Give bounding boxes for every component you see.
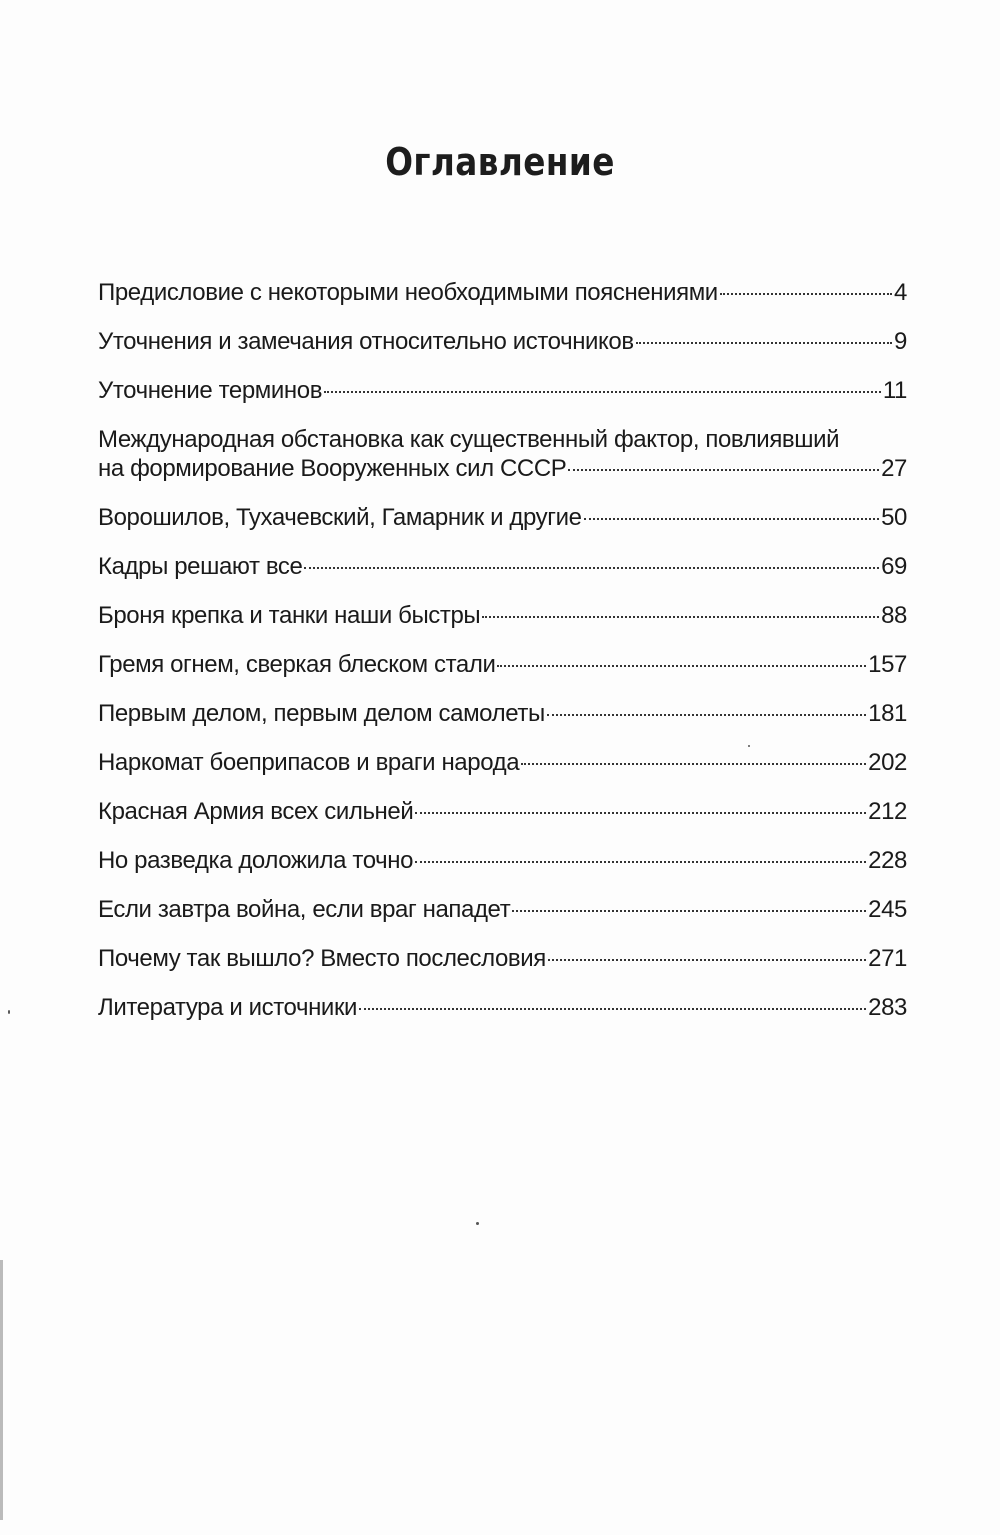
toc-entry-page: 69 (881, 553, 907, 580)
toc-entry-page: 11 (882, 377, 907, 404)
toc-entry-page: 157 (868, 651, 907, 678)
dot-leader (482, 616, 879, 618)
dot-leader (415, 812, 866, 814)
dot-leader (521, 763, 866, 765)
toc-entry-page: 4 (894, 279, 907, 306)
dot-leader (512, 910, 866, 912)
toc-entry-page: 181 (868, 700, 907, 727)
toc-entry-title: Гремя огнем, сверкая блеском стали (98, 651, 496, 678)
dot-leader (415, 861, 866, 863)
toc-entry (98, 650, 907, 679)
toc-entry-page: 9 (894, 328, 907, 355)
toc-entry-title: Если завтра война, если враг нападет (98, 896, 511, 923)
toc-entry-title: Первым делом, первым делом самолеты (98, 700, 545, 727)
toc-entry-page: 245 (868, 896, 907, 923)
toc-entry-page: 50 (881, 504, 907, 531)
toc-entry (98, 425, 907, 483)
toc-entry (98, 278, 907, 307)
toc-entry-page: 27 (881, 455, 907, 482)
dot-leader (548, 959, 866, 961)
toc-entry-title: Уточнение терминов (98, 377, 323, 404)
toc-entry-title: Почему так вышло? Вместо послесловия (98, 945, 546, 972)
toc-entry (98, 895, 907, 924)
dot-leader (720, 293, 892, 295)
toc-entry-title: Кадры решают все (98, 553, 303, 580)
toc-entry-title-line2: на формирование Вооруженных сил СССР (98, 455, 567, 482)
toc-entry (98, 944, 907, 973)
toc-entry-title: Наркомат боеприпасов и враги народа (98, 749, 520, 776)
toc-entry-page: 212 (868, 798, 907, 825)
toc-entry-title: Предисловие с некоторыми необходимыми пояснениями (98, 279, 718, 306)
toc-entry-page: 88 (881, 602, 907, 629)
page-title: Оглавление (385, 140, 615, 184)
toc-entry (98, 993, 907, 1022)
toc-entry-page: 228 (868, 847, 907, 874)
toc-entry (98, 748, 907, 777)
toc-entry-title-block (98, 425, 907, 483)
dot-leader (497, 665, 866, 667)
toc-entry (98, 327, 907, 356)
dot-leader (324, 391, 881, 393)
toc-entry-title-line1: Международная обстановка как существенный фактор, повлиявший (98, 426, 840, 453)
dot-leader (359, 1008, 866, 1010)
toc-entry (98, 503, 907, 532)
dot-leader (584, 518, 880, 520)
toc-entry (98, 552, 907, 581)
toc-entry-title: Уточнения и замечания относительно источников (98, 328, 634, 355)
toc-entry-title: Броня крепка и танки наши быстры (98, 602, 481, 629)
toc-entry-page: 271 (868, 945, 907, 972)
dot-leader (304, 567, 879, 569)
dot-leader (547, 714, 866, 716)
toc-entry-page: 202 (868, 749, 907, 776)
dot-leader (568, 469, 879, 471)
scan-edge-shadow (0, 1260, 3, 1520)
dot-leader (636, 342, 892, 344)
toc-entry-title: Литература и источники (98, 994, 358, 1021)
toc-entry-title-line2-row (98, 454, 907, 483)
toc-entry (98, 846, 907, 875)
toc-entry (98, 699, 907, 728)
toc-entry-title: Красная Армия всех сильней (98, 798, 414, 825)
toc-entry-page: 283 (868, 994, 907, 1021)
scan-speck (748, 745, 750, 747)
toc-entry (98, 376, 907, 405)
toc-entry-title: Но разведка доложила точно (98, 847, 414, 874)
scan-speck (8, 1010, 10, 1014)
toc-entry (98, 601, 907, 630)
toc-entry (98, 797, 907, 826)
table-of-contents (98, 278, 907, 1042)
toc-entry-title: Ворошилов, Тухачевский, Гамарник и другие (98, 504, 582, 531)
scan-speck (476, 1222, 479, 1225)
